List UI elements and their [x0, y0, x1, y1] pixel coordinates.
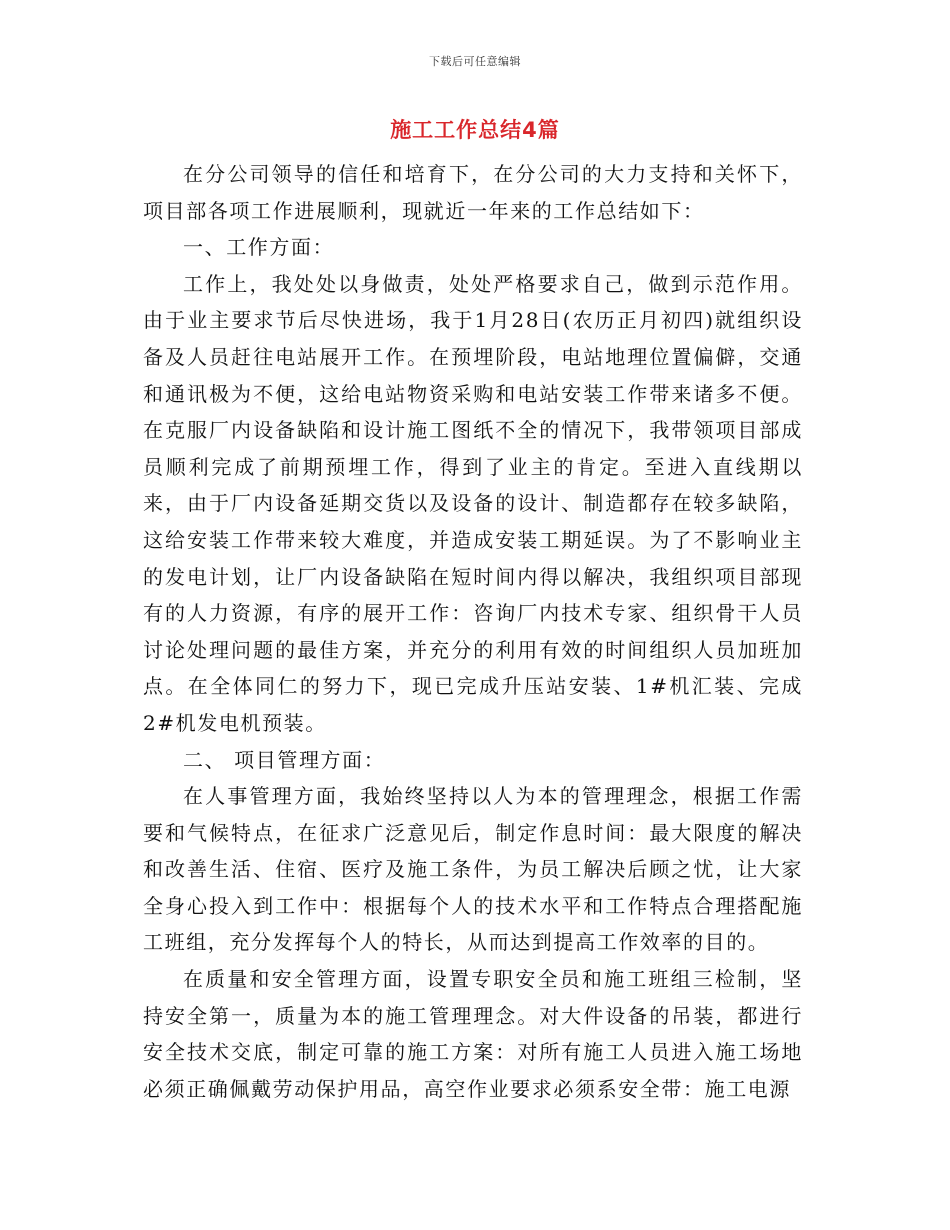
header-note: 下载后可任意编辑 [429, 55, 521, 68]
paragraph-intro: 在分公司领导的信任和培育下，在分公司的大力支持和关怀下，项目部各项工作进展顺利，现就近一年来的工作总结如下： [143, 162, 803, 223]
document-body [143, 156, 803, 1107]
document-title: 施工工作总结4篇 [390, 118, 560, 142]
section-heading-work: 一、工作方面： [183, 235, 335, 260]
paragraph-personnel: 在人事管理方面，我始终坚持以人为本的管理理念，根据工作需要和气候特点，在征求广泛意见后，制定作息时间：最大限度的解决和改善生活、住宿、医疗及施工条件，为员工解决后顾之忧，让大家全身心投入到工作中：根据每个人的技术水平和工作特点合理搭配施工班组，充分发挥每个人的特长，从而达到提高工作效率的目的。 [143, 784, 803, 955]
section-heading-management: 二、 项目管理方面： [183, 747, 386, 772]
paragraph-work: 工作上，我处处以身做责，处处严格要求自己，做到示范作用。由于业主要求节后尽快进场，我于1月28日(农历正月初四)就组织设备及人员赶往电站展开工作。在预埋阶段，电站地理位置偏僻，交通和通讯极为不便，这给电站物资采购和电站安装工作带来诸多不便。在克服厂内设备缺陷和设计施工图纸不全的情况下，我带领项目部成员顺利完成了前期预埋工作，得到了业主的肯定。至进入直线期以来，由于厂内设备延期交货以及设备的设计、制造都存在较多缺陷，这给安装工作带来较大难度，并造成安装工期延误。为了不影响业主的发电计划，让厂内设备缺陷在短时间内得以解决，我组织项目部现有的人力资源，有序的展开工作：咨询厂内技术专家、组织骨干人员讨论处理问题的最佳方案，并充分的利用有效的时间组织人员加班加点。在全体同仁的努力下，现已完成升压站安装、1#机汇装、完成2#机发电机预装。 [143, 271, 803, 735]
paragraph-quality-safety: 在质量和安全管理方面，设置专职安全员和施工班组三检制，坚持安全第一，质量为本的施工管理理念。对大件设备的吊装，都进行安全技术交底，制定可靠的施工方案：对所有施工人员进入施工场地必须正确佩戴劳动保护用品，高空作业要求必须系安全带：施工电源 [143, 967, 803, 1101]
